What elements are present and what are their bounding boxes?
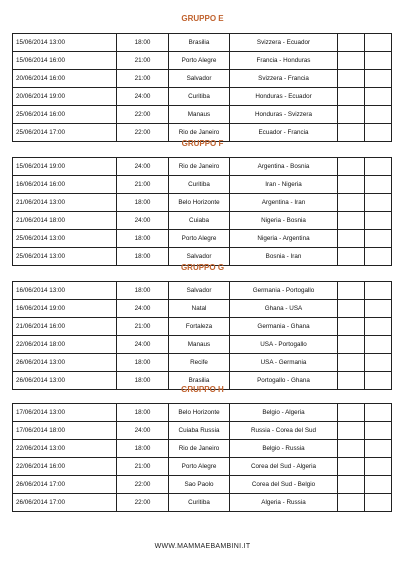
match-teams-cell: Bosnia - Iran [230,248,338,266]
score-away-cell [365,176,392,194]
match-local-time-cell: 22:00 [117,494,169,512]
score-away-cell [365,440,392,458]
match-date-cell: 20/06/2014 19:00 [13,88,117,106]
group-f-table [12,157,392,266]
match-local-time-cell: 21:00 [117,318,169,336]
match-city-cell: Sao Paolo [169,476,230,494]
match-row [13,440,392,458]
match-local-time-cell: 18:00 [117,194,169,212]
match-teams-cell: Germania - Ghana [230,318,338,336]
match-teams-cell: Francia - Honduras [230,52,338,70]
score-away-cell [365,476,392,494]
score-away-cell [365,282,392,300]
match-local-time-cell: 24:00 [117,300,169,318]
score-home-cell [338,300,365,318]
match-date-cell: 16/06/2014 13:00 [13,282,117,300]
score-home-cell [338,336,365,354]
match-teams-cell: Nigeria - Bosnia [230,212,338,230]
match-city-cell: Cuiaba Russia [169,422,230,440]
match-local-time-cell: 18:00 [117,440,169,458]
match-teams-cell: Ghana - USA [230,300,338,318]
match-local-time-cell: 18:00 [117,230,169,248]
match-date-cell: 26/06/2014 13:00 [13,354,117,372]
group-f-title: GRUPPO F [181,139,224,148]
match-local-time-cell: 22:00 [117,124,169,142]
match-local-time-cell: 24:00 [117,212,169,230]
match-city-cell: Belo Horizonte [169,404,230,422]
score-away-cell [365,300,392,318]
match-teams-cell: Algeria - Russia [230,494,338,512]
match-teams-cell: Ecuador - Francia [230,124,338,142]
match-city-cell: Curitiba [169,88,230,106]
score-away-cell [365,494,392,512]
match-city-cell: Curitiba [169,176,230,194]
score-home-cell [338,282,365,300]
match-local-time-cell: 18:00 [117,372,169,390]
score-away-cell [365,336,392,354]
score-home-cell [338,476,365,494]
match-local-time-cell: 18:00 [117,248,169,266]
match-row [13,52,392,70]
match-local-time-cell: 21:00 [117,70,169,88]
match-row [13,354,392,372]
match-date-cell: 17/06/2014 18:00 [13,422,117,440]
match-date-cell: 21/06/2014 18:00 [13,212,117,230]
match-local-time-cell: 24:00 [117,422,169,440]
footer-website: WWW.MAMMAEBAMBINI.IT [154,543,251,550]
score-away-cell [365,70,392,88]
match-local-time-cell: 21:00 [117,52,169,70]
match-row [13,476,392,494]
score-home-cell [338,354,365,372]
match-city-cell: Salvador [169,282,230,300]
match-teams-cell: Argentina - Bosnia [230,158,338,176]
score-home-cell [338,176,365,194]
match-row [13,194,392,212]
match-city-cell: Salvador [169,70,230,88]
match-row [13,336,392,354]
match-teams-cell: Argentina - Iran [230,194,338,212]
match-row [13,282,392,300]
match-row [13,158,392,176]
match-teams-cell: USA - Germania [230,354,338,372]
match-city-cell: Manaus [169,106,230,124]
match-date-cell: 26/06/2014 13:00 [13,372,117,390]
match-row [13,88,392,106]
match-teams-cell: Belgio - Algeria [230,404,338,422]
score-away-cell [365,158,392,176]
match-date-cell: 25/06/2014 13:00 [13,248,117,266]
match-city-cell: Fortaleza [169,318,230,336]
match-local-time-cell: 22:00 [117,476,169,494]
score-home-cell [338,106,365,124]
score-home-cell [338,34,365,52]
match-teams-cell: Belgio - Russia [230,440,338,458]
score-away-cell [365,212,392,230]
match-date-cell: 25/06/2014 17:00 [13,124,117,142]
match-local-time-cell: 21:00 [117,458,169,476]
match-row [13,404,392,422]
score-home-cell [338,318,365,336]
score-away-cell [365,34,392,52]
match-city-cell: Recife [169,354,230,372]
group-e-table [12,33,392,142]
score-home-cell [338,212,365,230]
score-home-cell [338,404,365,422]
match-date-cell: 17/06/2014 13:00 [13,404,117,422]
match-date-cell: 15/06/2014 16:00 [13,52,117,70]
score-home-cell [338,52,365,70]
group-g-table [12,281,392,390]
match-local-time-cell: 24:00 [117,88,169,106]
match-city-cell: Rio de Janeiro [169,440,230,458]
match-local-time-cell: 21:00 [117,176,169,194]
group-e-title: GRUPPO E [181,14,224,23]
match-row [13,422,392,440]
match-date-cell: 26/06/2014 17:00 [13,476,117,494]
match-row [13,70,392,88]
score-away-cell [365,404,392,422]
score-away-cell [365,52,392,70]
group-h-title: GRUPPO H [181,385,224,394]
match-row [13,34,392,52]
match-teams-cell: Corea del Sud - Belgio [230,476,338,494]
match-teams-cell: Svizzera - Francia [230,70,338,88]
score-home-cell [338,70,365,88]
match-teams-cell: Honduras - Svizzera [230,106,338,124]
match-city-cell: Brasilia [169,34,230,52]
match-date-cell: 22/06/2014 13:00 [13,440,117,458]
score-away-cell [365,422,392,440]
match-teams-cell: Iran - Nigeria [230,176,338,194]
match-city-cell: Brasilia [169,372,230,390]
score-home-cell [338,230,365,248]
match-teams-cell: Portogallo - Ghana [230,372,338,390]
match-city-cell: Rio de Janeiro [169,124,230,142]
match-local-time-cell: 18:00 [117,354,169,372]
score-away-cell [365,354,392,372]
match-date-cell: 22/06/2014 16:00 [13,458,117,476]
match-date-cell: 20/06/2014 16:00 [13,70,117,88]
match-city-cell: Porto Alegre [169,52,230,70]
match-city-cell: Cuiaba [169,212,230,230]
match-date-cell: 22/06/2014 18:00 [13,336,117,354]
match-city-cell: Rio de Janeiro [169,158,230,176]
match-local-time-cell: 22:00 [117,106,169,124]
match-row [13,458,392,476]
match-teams-cell: USA - Portogallo [230,336,338,354]
score-away-cell [365,458,392,476]
group-g-title: GRUPPO G [180,263,225,272]
match-row [13,212,392,230]
match-date-cell: 21/06/2014 13:00 [13,194,117,212]
score-home-cell [338,158,365,176]
match-row [13,106,392,124]
score-away-cell [365,230,392,248]
match-row [13,300,392,318]
match-city-cell: Salvador [169,248,230,266]
score-away-cell [365,106,392,124]
match-local-time-cell: 18:00 [117,34,169,52]
match-date-cell: 16/06/2014 16:00 [13,176,117,194]
match-teams-cell: Russia - Corea del Sud [230,422,338,440]
match-row [13,176,392,194]
match-date-cell: 26/06/2014 17:00 [13,494,117,512]
match-city-cell: Natal [169,300,230,318]
match-teams-cell: Honduras - Ecuador [230,88,338,106]
match-local-time-cell: 24:00 [117,158,169,176]
match-row [13,494,392,512]
match-local-time-cell: 18:00 [117,282,169,300]
match-city-cell: Porto Alegre [169,230,230,248]
score-home-cell [338,422,365,440]
match-local-time-cell: 18:00 [117,404,169,422]
match-date-cell: 25/06/2014 13:00 [13,230,117,248]
score-home-cell [338,440,365,458]
score-home-cell [338,88,365,106]
score-home-cell [338,194,365,212]
match-row [13,318,392,336]
score-home-cell [338,458,365,476]
match-teams-cell: Svizzera - Ecuador [230,34,338,52]
match-city-cell: Porto Alegre [169,458,230,476]
match-teams-cell: Corea del Sud - Algeria [230,458,338,476]
match-teams-cell: Nigeria - Argentina [230,230,338,248]
match-date-cell: 16/06/2014 19:00 [13,300,117,318]
score-away-cell [365,194,392,212]
score-away-cell [365,318,392,336]
match-city-cell: Belo Horizonte [169,194,230,212]
group-h-table [12,403,392,512]
match-date-cell: 15/06/2014 13:00 [13,34,117,52]
match-city-cell: Curitiba [169,494,230,512]
match-date-cell: 21/06/2014 16:00 [13,318,117,336]
match-local-time-cell: 24:00 [117,336,169,354]
match-teams-cell: Germania - Portogallo [230,282,338,300]
match-date-cell: 25/06/2014 16:00 [13,106,117,124]
score-home-cell [338,494,365,512]
match-date-cell: 15/06/2014 19:00 [13,158,117,176]
match-row [13,230,392,248]
match-city-cell: Manaus [169,336,230,354]
score-away-cell [365,88,392,106]
